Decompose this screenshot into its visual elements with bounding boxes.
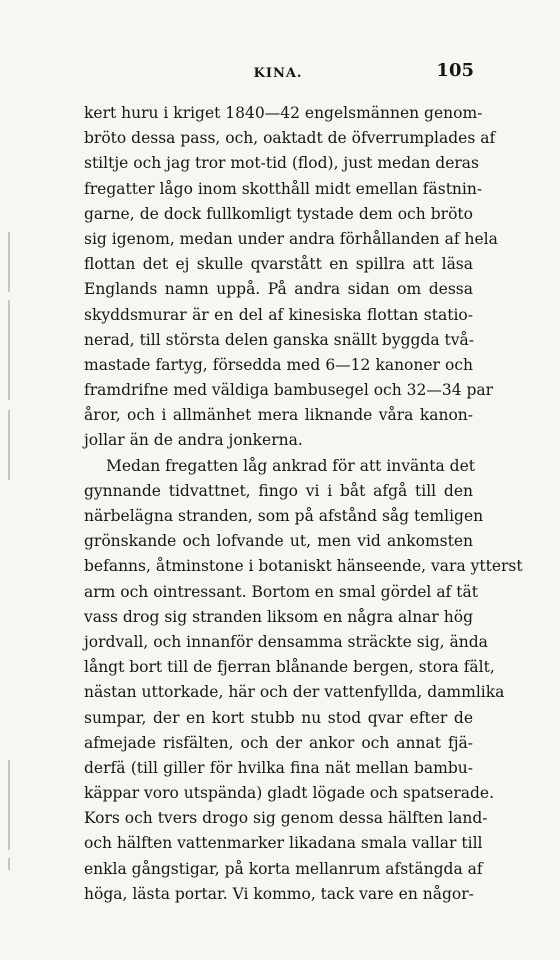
body-text — [84, 101, 523, 907]
page-header — [82, 60, 474, 84]
text-line: sumpar, der en kort stubb nu stod qvar efter de — [84, 708, 473, 727]
text-line: grönskande och lofvande ut, men vid ankomsten — [84, 532, 473, 551]
text-line: Medan fregatten låg ankrad för att invänta det — [106, 456, 475, 475]
text-line: Englands namn uppå. På andra sidan om dessa — [84, 280, 473, 299]
text-line: närbelägna stranden, som på afstånd såg temligen — [84, 507, 484, 525]
text-line: garne, de dock fullkomligt tystade dem och bröto — [84, 204, 473, 223]
text-line: Kors och tvers drogo sig genom dessa hälften land- — [84, 809, 488, 828]
text-line: kert huru i kriget 1840—42 engelsmännen genom- — [84, 104, 483, 122]
text-line: afmejade risfälten, och der ankor och annat fjä- — [84, 733, 473, 752]
margin-mark — [8, 410, 10, 480]
text-line: derfä (till giller för hvilka fina nät mellan bambu- — [84, 758, 473, 777]
text-line: och hälften vattenmarker likadana smala vallar till — [84, 834, 483, 853]
text-line: fregatter lågo inom skotthåll midt emellan fästnin- — [84, 179, 483, 198]
text-line: skyddsmurar är en del af kinesiska flottan statio- — [84, 305, 473, 324]
margin-mark — [8, 300, 10, 400]
text-line: stiltje och jag tror mot-tid (flod), just medan deras — [84, 154, 479, 173]
text-line: befanns, åtminstone i botaniskt hänseende, vara ytterst — [84, 557, 523, 576]
text-line: arm och ointressant. Bortom en smal gördel af tät — [84, 582, 478, 601]
text-line: käppar voro utspända) gladt lögade och spatserade. — [84, 784, 495, 803]
text-line: flottan det ej skulle qvarstått en spillra att läsa — [84, 255, 473, 274]
text-line: jollar än de andra jonkerna. — [84, 431, 303, 450]
text-line: mastade fartyg, försedda med 6—12 kanoner och — [84, 355, 473, 374]
page-number: 105 — [436, 60, 474, 81]
text-line: åror, och i allmänhet mera liknande våra kanon- — [84, 406, 473, 425]
text-line: enkla gångstigar, på korta mellanrum afstängda af — [84, 859, 483, 878]
running-head: KINA. — [253, 66, 303, 81]
text-line: jordvall, och innanför densamma sträckte sig, ända — [84, 632, 488, 651]
text-line: långt bort till de fjerran blånande bergen, stora fält, — [84, 658, 495, 677]
margin-mark — [8, 232, 10, 292]
text-line: sig igenom, medan under andra förhållanden af hela — [84, 229, 498, 248]
text-line: vass drog sig stranden liksom en några alnar hög — [84, 607, 473, 626]
margin-mark — [8, 760, 10, 850]
text-line: nerad, till största delen ganska snällt byggda två- — [84, 330, 475, 349]
text-line: gynnande tidvattnet, fingo vi i båt afgå till den — [84, 481, 473, 500]
text-line: höga, lästa portar. Vi kommo, tack vare en någor- — [84, 884, 474, 903]
text-line: framdrifne med väldiga bambusegel och 32—34 par — [84, 381, 494, 400]
margin-mark — [8, 858, 10, 870]
text-line: nästan uttorkade, här och der vattenfyllda, dammlika — [84, 683, 505, 702]
text-line: bröto dessa pass, och, oaktadt de öfverrumplades af — [84, 129, 496, 148]
